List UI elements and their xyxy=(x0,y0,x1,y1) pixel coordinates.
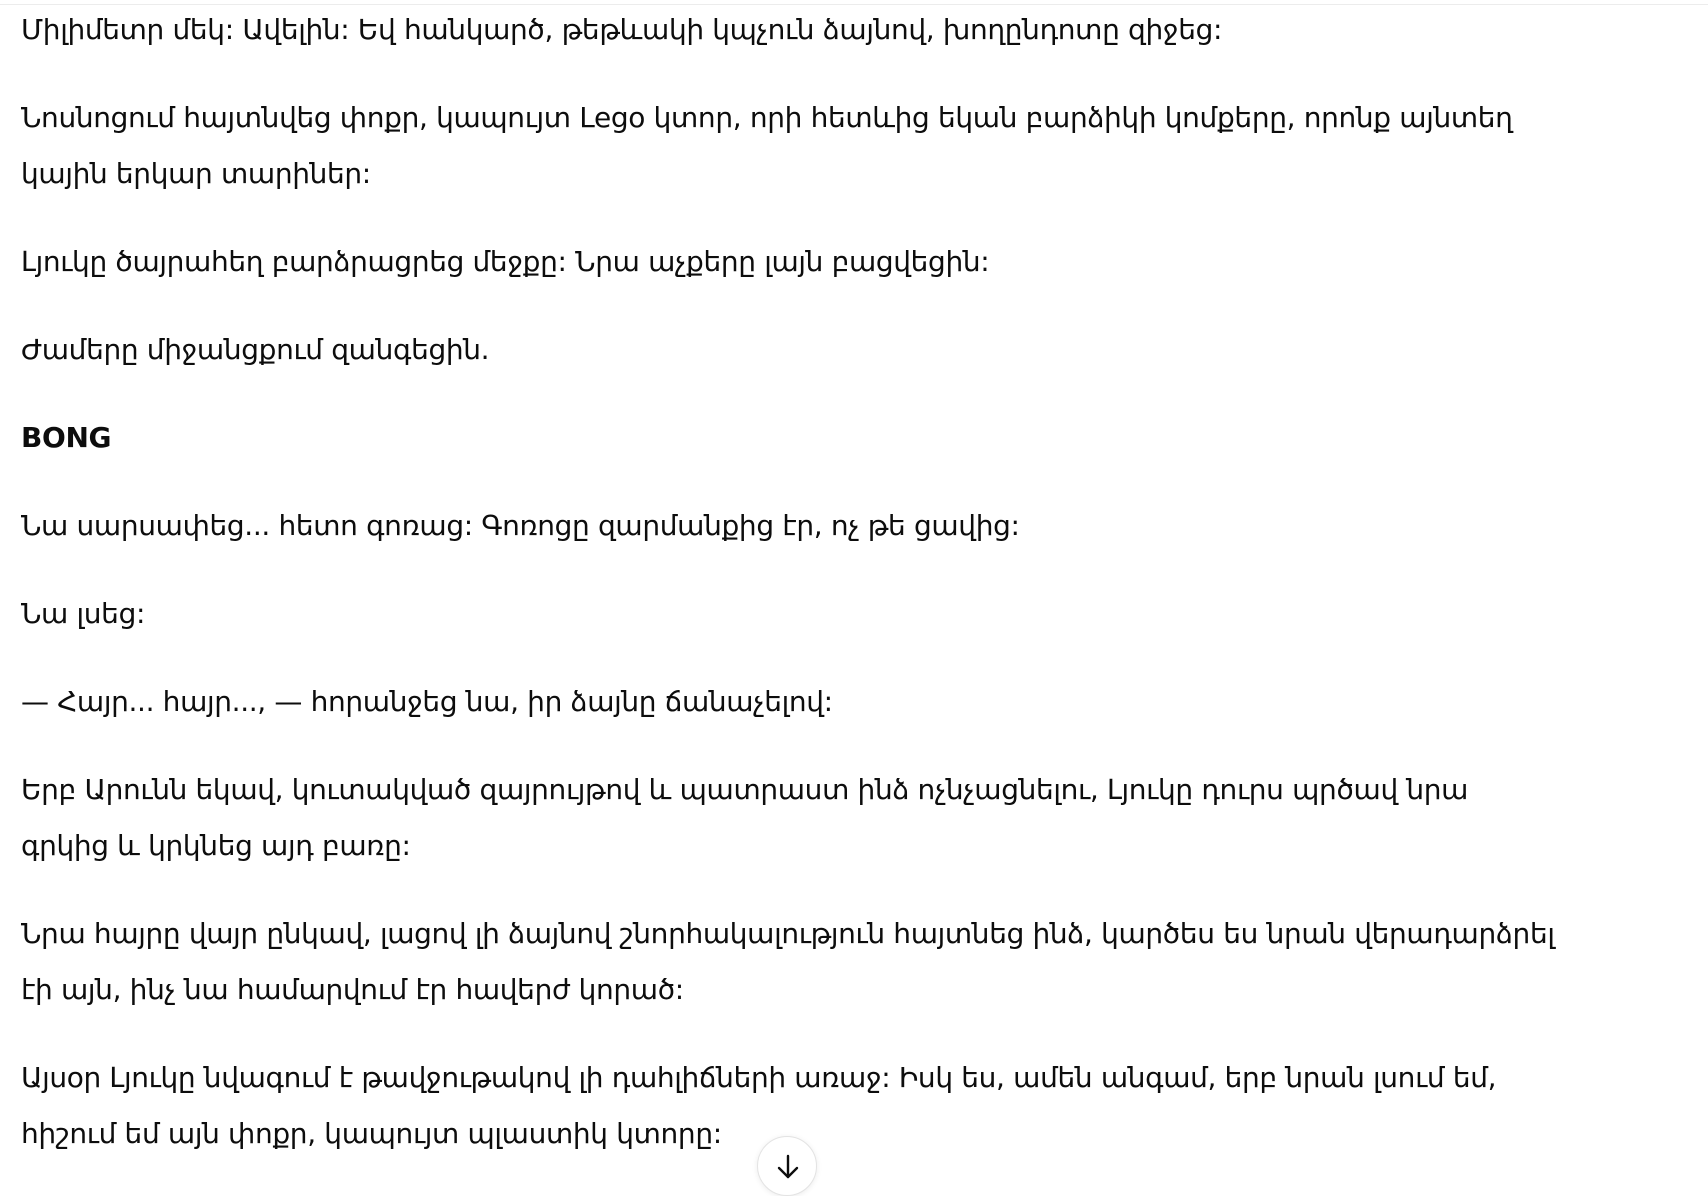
message-paragraph: Ժամերը միջանցքում զանգեցին. xyxy=(21,333,490,366)
assistant-message xyxy=(21,2,1561,1162)
message-emphasis: BONG xyxy=(21,421,112,454)
message-paragraph: Նոսնոցում հայտնվեց փոքր, կապույտ Lego կտոր, որի հետևից եկան բարձիկի կոմքերը, որոնք այնտեղ կային երկար տարիներ: xyxy=(21,101,1513,190)
message-paragraph: Նա սարսափեց... հետո գոռաց: Գոռոցը զարմանքից էր, ոչ թե ցավից: xyxy=(21,509,1020,542)
message-paragraph: Միլիմետր մեկ: Ավելին: Եվ հանկարծ, թեթևակի կպչուն ձայնով, խողընդոտը զիջեց: xyxy=(21,13,1223,46)
message-paragraph: Լյուկը ծայրահեղ բարձրացրեց մեջքը: Նրա աչքերը լայն բացվեցին: xyxy=(21,245,990,278)
message-paragraph: Նրա հայրը վայր ընկավ, լացով լի ձայնով շնորհակալություն հայտնեց ինձ, կարծես ես նրան վերադարձրել էի այն, ինչ նա համարվում էր հավերժ կորած: xyxy=(21,917,1555,1006)
arrow-down-icon xyxy=(773,1152,803,1182)
scroll-to-bottom-button[interactable] xyxy=(757,1136,817,1196)
message-paragraph: — Հայր... հայր..., — հորանջեց նա, իր ձայնը ճանաչելով: xyxy=(21,685,833,718)
message-paragraph: Այսօր Լյուկը նվագում է թավջութակով լի դահլիճների առաջ: Իսկ ես, ամեն անգամ, երբ նրան լսում եմ, հիշում եմ այն փոքր, կապույտ պլաստիկ կտորը: xyxy=(21,1061,1497,1150)
message-paragraph: Նա լսեց: xyxy=(21,597,146,630)
message-paragraph: Երբ Արունն եկավ, կուտակված զայրույթով և պատրաստ ինձ ոչնչացնելու, Լյուկը դուրս պրծավ նրա գրկից և կրկնեց այդ բառը: xyxy=(21,773,1469,862)
